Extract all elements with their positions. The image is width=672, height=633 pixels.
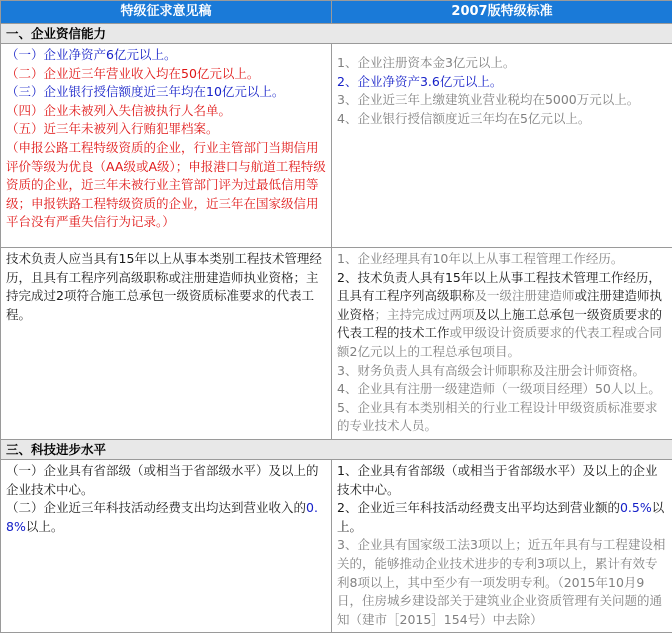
standard-personnel-text: 及一级注册建造师: [475, 288, 575, 303]
header-draft: 特级征求意见稿: [1, 1, 332, 24]
standard-personnel-item: 5、企业具有本类别相关的行业工程设计甲级资质标准要求的专业技术人员。: [337, 399, 668, 436]
draft-credit-item: （四）企业未被列入失信被执行人名单。: [6, 102, 327, 121]
section-row: [1, 439, 672, 459]
standard-personnel-item: [337, 269, 668, 362]
draft-credit-item: （五）近三年未被列入行贿犯罪档案。: [6, 120, 327, 139]
standard-tech-value: 0.5%: [620, 500, 652, 515]
table-header-row: [1, 1, 672, 24]
section-title: 三、科技进步水平: [1, 439, 672, 459]
standard-personnel-item: 4、企业具有注册一级建造师（一级项目经理）50人以上。: [337, 380, 668, 399]
standard-personnel-text: ；主持完成过两项: [375, 307, 475, 322]
standard-tech-text: 2、企业近三年科技活动经费支出平均达到营业额的: [337, 500, 620, 515]
draft-personnel-cell: [1, 248, 332, 440]
table-row: [1, 44, 672, 248]
draft-credit-item: （三）企业银行授信额度近三年均在10亿元以上。: [6, 83, 327, 102]
standard-tech-item: 1、企业具有省部级（或相当于省部级水平）及以上的企业技术中心。: [337, 462, 668, 499]
standard-credit-item: 3、企业近三年上缴建筑业营业税均在5000万元以上。: [337, 91, 668, 110]
standard-personnel-item: 1、企业经理具有10年以上从事工程管理工作经历。: [337, 250, 668, 269]
standard-credit-item: 1、企业注册资本金3亿元以上。: [337, 54, 668, 73]
header-2007-standard: 2007版特级标准: [332, 1, 672, 24]
table-row: [1, 248, 672, 440]
standard-tech-cell: [332, 459, 672, 632]
standard-personnel-item: 3、财务负责人具有高级会计师职称及注册会计师资格。: [337, 362, 668, 381]
draft-tech-item: [6, 499, 327, 536]
draft-tech-item: （一）企业具有省部级（或相当于省部级水平）及以上的企业技术中心。: [6, 462, 327, 499]
draft-tech-value: 0.8%: [6, 500, 318, 534]
standard-personnel-text: 及以上施工总承包一级资质要求的代表工程的技术工作: [337, 307, 662, 341]
standard-credit-item: 2、企业净资产3.6亿元以上。: [337, 73, 668, 92]
draft-credit-item: （一）企业净资产6亿元以上。: [6, 46, 327, 65]
table-row: [1, 459, 672, 632]
standard-personnel-text: 或甲级设计资质要求的代表工程或合同额2亿元以上的工程总承包项目。: [337, 325, 662, 359]
section-row: [1, 24, 672, 44]
draft-credit-item: （二）企业近三年营业收入均在50亿元以上。: [6, 65, 327, 84]
standard-personnel-text: 或注册建造师执业资格: [337, 288, 662, 322]
standard-tech-item: [337, 499, 668, 536]
standard-personnel-cell: [332, 248, 672, 440]
standard-credit-item: 4、企业银行授信额度近三年均在5亿元以上。: [337, 110, 668, 129]
section-title: 一、企业资信能力: [1, 24, 672, 44]
standard-tech-item: 3、企业具有国家级工法3项以上；近五年具有与工程建设相关的，能够推动企业技术进步的专利3项以上，累计有效专利8项以上，其中至少有一项发明专利。（2015年10月9日，住房城乡建设部关于建筑业企业资质管理有关问题的通知（建市［2015］154号）中去除）: [337, 536, 668, 629]
standard-tech-text: 以上。: [337, 500, 664, 534]
draft-tech-text: 以上。: [26, 519, 64, 534]
draft-personnel-text: 技术负责人应当具有15年以上从事本类别工程技术管理经历，且具有工程序列高级职称或注册建造师执业资格；主持完成过2项符合施工总承包一级资质标准要求的代表工程。: [6, 250, 327, 324]
standard-personnel-text: 2、技术负责人具有15年以上从事工程技术管理工作经历，且具有工程序列高级职称: [337, 270, 661, 304]
draft-tech-text: （二）企业近三年科技活动经费支出均达到营业收入的: [6, 500, 306, 515]
draft-credit-cell: [1, 44, 332, 248]
draft-tech-cell: [1, 459, 332, 632]
standard-credit-cell: [332, 44, 672, 248]
draft-credit-note: （申报公路工程特级资质的企业，行业主管部门当期信用评价等级为优良（AA级或A级）；申报港口与航道工程特级资质的企业，近三年未被行业主管部门评为过最低信用等级；申报铁路工程特级资质的企业，近三年在国家级信用平台没有严重失信行为记录。）: [6, 139, 327, 232]
